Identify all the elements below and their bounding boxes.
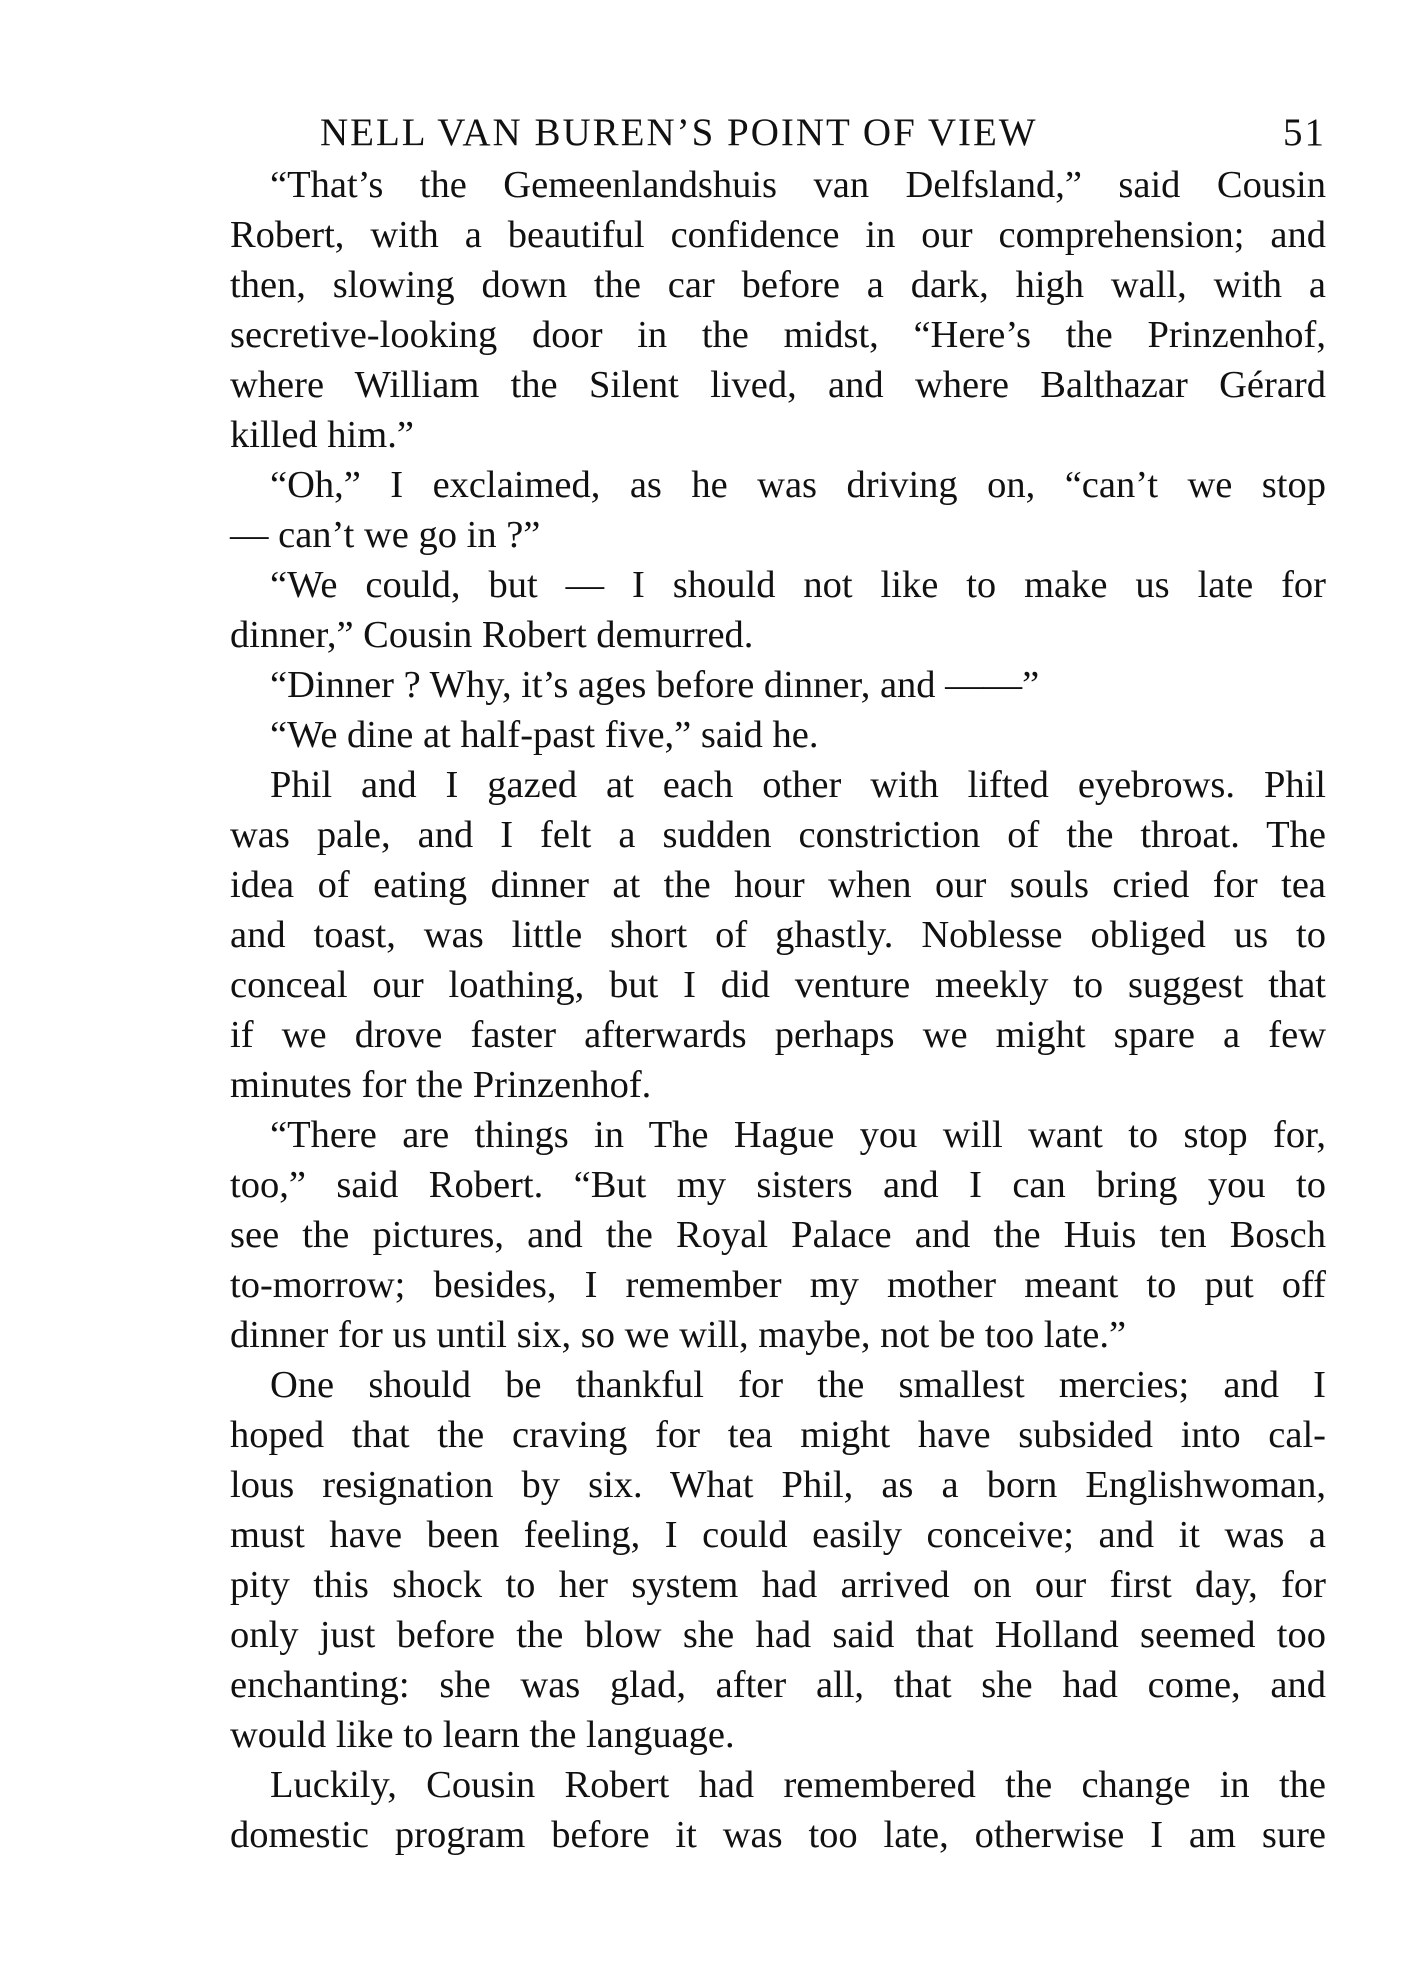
text-line: would like to learn the language. <box>230 1714 735 1756</box>
text-line: and toast, was little short of ghastly. Noblesse obliged us to <box>230 914 1326 956</box>
text-line: Luckily, Cousin Robert had remembered the change in the <box>270 1764 1326 1806</box>
text-line: hoped that the craving for tea might have subsided into cal- <box>230 1414 1326 1456</box>
text-line: pity this shock to her system had arrived on our first day, for <box>230 1564 1326 1606</box>
text-line: if we drove faster afterwards perhaps we might spare a few <box>230 1014 1326 1056</box>
text-line: One should be thankful for the smallest mercies; and I <box>270 1364 1326 1406</box>
text-line: dinner,” Cousin Robert demurred. <box>230 614 754 656</box>
text-line: Phil and I gazed at each other with lifted eyebrows. Phil <box>270 764 1326 806</box>
text-line: “Oh,” I exclaimed, as he was driving on, “can’t we stop <box>270 464 1326 506</box>
text-line: dinner for us until six, so we will, maybe, not be too late.” <box>230 1314 1127 1356</box>
text-line: minutes for the Prinzenhof. <box>230 1064 652 1106</box>
text-line: lous resignation by six. What Phil, as a born Englishwoman, <box>230 1464 1326 1506</box>
text-line: where William the Silent lived, and where Balthazar Gérard <box>230 364 1326 406</box>
text-line: “Dinner ? Why, it’s ages before dinner, and ——” <box>270 664 1040 706</box>
text-line: domestic program before it was too late, otherwise I am sure <box>230 1814 1326 1856</box>
text-line: then, slowing down the car before a dark, high wall, with a <box>230 264 1326 306</box>
text-line: secretive-looking door in the midst, “Here’s the Prinzenhof, <box>230 314 1326 356</box>
text-line: “There are things in The Hague you will want to stop for, <box>270 1114 1326 1156</box>
text-line: see the pictures, and the Royal Palace and the Huis ten Bosch <box>230 1214 1326 1256</box>
text-line: “That’s the Gemeenlandshuis van Delfsland,” said Cousin <box>270 164 1326 206</box>
text-line: — can’t we go in ?” <box>230 514 541 556</box>
text-line: “We could, but — I should not like to make us late for <box>270 564 1326 606</box>
text-line: to-morrow; besides, I remember my mother meant to put off <box>230 1264 1326 1306</box>
text-line: idea of eating dinner at the hour when our souls cried for tea <box>230 864 1326 906</box>
text-line: must have been feeling, I could easily conceive; and it was a <box>230 1514 1326 1556</box>
running-head <box>320 108 1326 158</box>
text-line: only just before the blow she had said that Holland seemed too <box>230 1614 1326 1656</box>
text-line: too,” said Robert. “But my sisters and I can bring you to <box>230 1164 1326 1206</box>
text-line: Robert, with a beautiful confidence in our comprehension; and <box>230 214 1326 256</box>
text-line: killed him.” <box>230 414 414 456</box>
running-head-title: NELL VAN BUREN’S POINT OF VIEW <box>320 111 1038 154</box>
text-line: “We dine at half-past five,” said he. <box>270 714 819 756</box>
text-line: was pale, and I felt a sudden constriction of the throat. The <box>230 814 1326 856</box>
text-line: enchanting: she was glad, after all, that she had come, and <box>230 1664 1326 1706</box>
page-number: 51 <box>1283 111 1326 154</box>
body-text <box>230 160 1326 1860</box>
text-line: conceal our loathing, but I did venture meekly to suggest that <box>230 964 1326 1006</box>
